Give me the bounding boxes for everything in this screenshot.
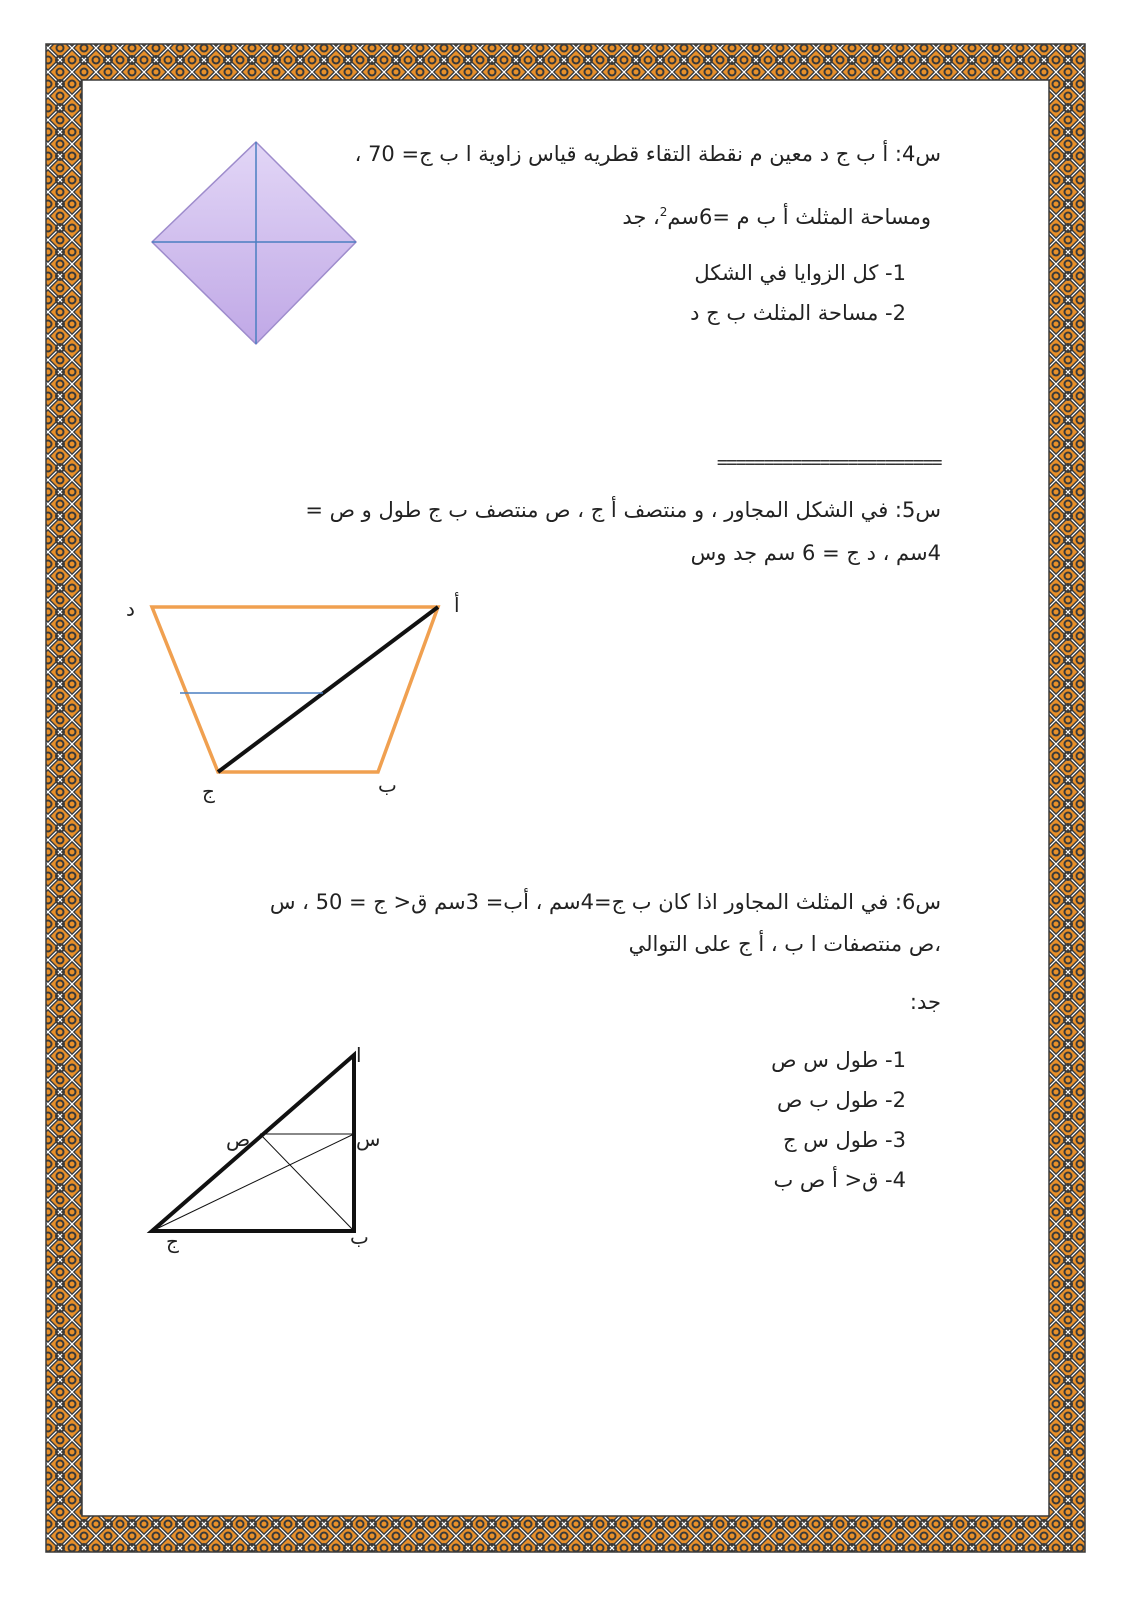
q5-label-a: أ bbox=[454, 593, 460, 617]
q6-label-sad: ص bbox=[226, 1127, 251, 1151]
trapezoid-shape bbox=[152, 607, 438, 772]
triangle-figure bbox=[140, 1045, 380, 1245]
q4-item-1: 1- كل الزوايا في الشكل bbox=[694, 261, 906, 285]
q5-label-b: ب bbox=[378, 773, 397, 797]
triangle-segment-sin-jim bbox=[152, 1134, 354, 1231]
q5-line2: 4سم ، د ج = 6 سم جد وس bbox=[690, 541, 941, 565]
q6-item-1: 1- طول س ص bbox=[771, 1048, 906, 1072]
q6-line1: س6: في المثلث المجاور اذا كان ب ج=4سم ، أب= 3سم ق< ج = 50 ، س bbox=[269, 890, 941, 914]
rhombus-shape bbox=[152, 142, 356, 344]
q4-line2-superscript: 2 bbox=[659, 205, 668, 219]
q5-label-j: ج bbox=[202, 779, 215, 803]
q6-label-s: س bbox=[356, 1127, 381, 1151]
triangle-segment-sad-ba bbox=[260, 1134, 354, 1231]
trapezoid-diagonal bbox=[218, 607, 438, 772]
q6-line2: ،ص منتصفات ا ب ، أ ج على التوالي bbox=[628, 932, 941, 956]
q6-label-j: ج bbox=[166, 1229, 179, 1253]
q5-line1: س5: في الشكل المجاور ، و منتصف أ ج ، ص منتصف ب ج طول و ص = bbox=[305, 498, 941, 522]
q6-item-3: 3- طول س ج bbox=[783, 1128, 906, 1152]
q6-item-2: 2- طول ب ص bbox=[777, 1088, 906, 1112]
q6-item-4: 4- ق< أ ص ب bbox=[773, 1168, 906, 1192]
q4-line1: س4: أ ب ج د معين م نقطة التقاء قطريه قياس زاوية ا ب ج= 70 ، bbox=[354, 142, 941, 166]
q6-find: جد: bbox=[909, 990, 941, 1014]
rhombus-figure bbox=[140, 130, 370, 360]
q4-line2-pre: ومساحة المثلث أ ب م =6سم bbox=[667, 205, 931, 229]
q5-label-d: د bbox=[126, 597, 135, 621]
section-separator: ======================== bbox=[716, 452, 941, 473]
q4-line2 bbox=[622, 198, 931, 231]
trapezoid-figure bbox=[120, 590, 480, 810]
q6-label-a: ا bbox=[356, 1043, 362, 1067]
triangle-shape bbox=[152, 1055, 354, 1231]
q4-item-2: 2- مساحة المثلث ب ج د bbox=[690, 301, 906, 325]
q6-label-b: ب bbox=[350, 1225, 369, 1249]
q4-line2-post: ، جد bbox=[622, 205, 660, 229]
